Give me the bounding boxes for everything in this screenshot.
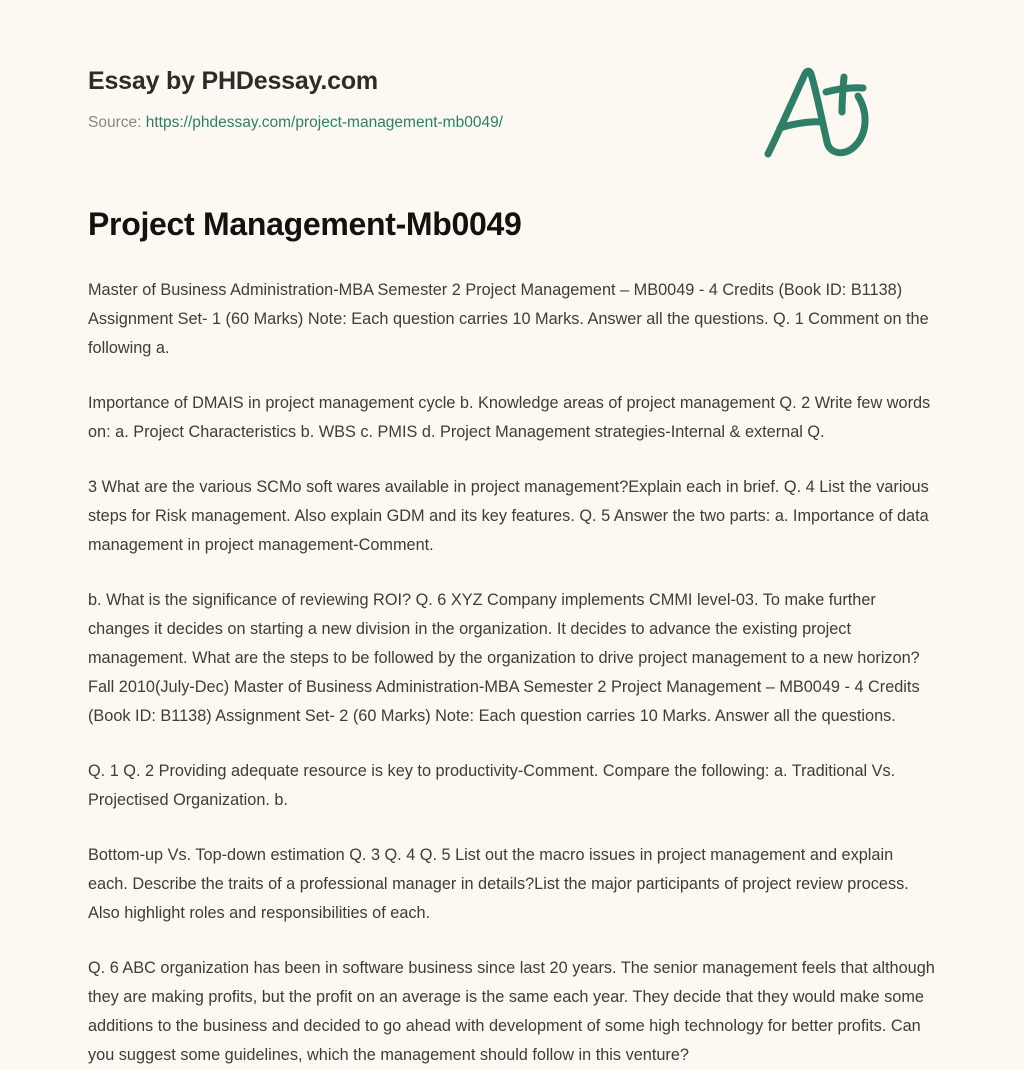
essay-paragraph: Q. 1 Q. 2 Providing adequate resource is key to productivity-Comment. Compare the following: a. Traditional Vs. Projectised Organization. b. xyxy=(88,761,896,809)
essay-paragraph: Bottom-up Vs. Top-down estimation Q. 3 Q. 4 Q. 5 List out the macro issues in project management and explain each. Describe the traits of a professional manager in details?List the major participants of project review process. Also highlight roles and responsibilities of each. xyxy=(88,845,909,922)
brand-title: Essay by PHDessay.com xyxy=(88,67,378,95)
essay-paragraph: Importance of DMAIS in project management cycle b. Knowledge areas of project management Q. 2 Write few words on: a. Project Characteristics b. WBS c. PMIS d. Project Management strategies-Internal & external Q. xyxy=(88,393,931,441)
source-url-link[interactable]: https://phdessay.com/project-management-mb0049/ xyxy=(145,114,503,131)
essay-paragraph: b. What is the significance of reviewing ROI? Q. 6 XYZ Company implements CMMI level-03. To make further changes it decides on starting a new division in the organization. It decides to advance the existing project management. What are the steps to be followed by the organization to drive project management to a new horizon?Fall 2010(July-Dec) Master of Business Administration-MBA Semester 2 Project Management – MB0049 - 4 Credits (Book ID: B1138) Assignment Set- 2 (60 Marks) Note: Each question carries 10 Marks. Answer all the questions. xyxy=(88,590,920,725)
essay-body xyxy=(88,244,936,1070)
essay-paragraph: Master of Business Administration-MBA Semester 2 Project Management – MB0049 - 4 Credits (Book ID: B1138) Assignment Set- 1 (60 Marks) Note: Each question carries 10 Marks. Answer all the questions. Q. 1 Comment on the following a. xyxy=(88,280,929,357)
source-label: Source: xyxy=(88,114,142,131)
essay-paragraph: 3 What are the various SCMo soft wares available in project management?Explain each in brief. Q. 4 List the various steps for Risk management. Also explain GDM and its key features. Q. 5 Answer the two parts: a. Importance of data management in project management-Comment. xyxy=(88,477,929,554)
page-title: Project Management-Mb0049 xyxy=(88,205,522,242)
a-plus-logo xyxy=(758,58,878,168)
page-header xyxy=(88,0,936,134)
essay-paragraph: Q. 6 ABC organization has been in software business since last 20 years. The senior management feels that although they are making profits, but the profit on an average is the same each year. They decide that they would make some additions to the business and decided to go ahead with development of some high technology for better profits. Can you suggest some guidelines, which the management should follow in this venture? xyxy=(88,958,935,1064)
